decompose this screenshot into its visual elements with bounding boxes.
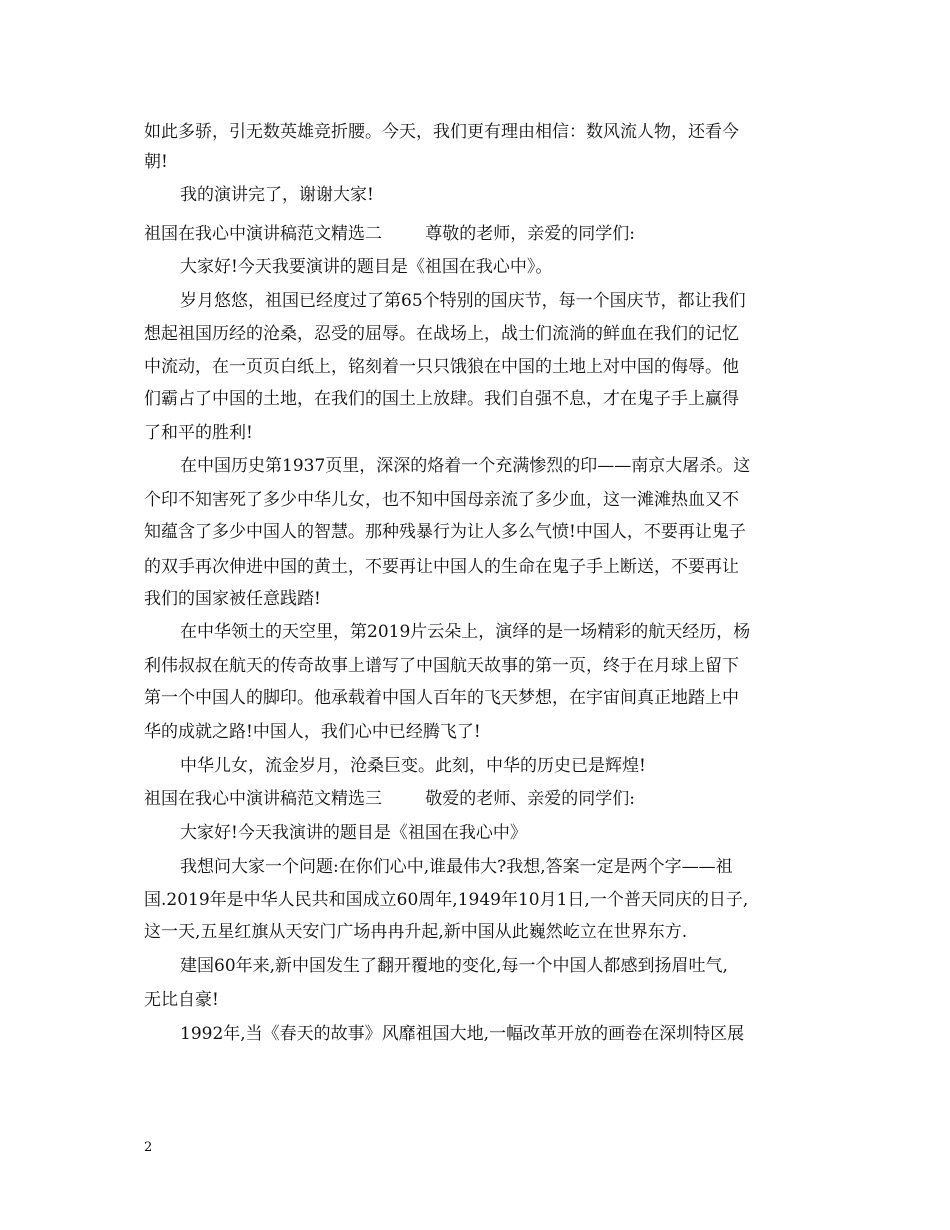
text-line: 在中华领土的天空里，第2019片云朵上，演绎的是一场精彩的航天经历，杨 [180, 622, 751, 642]
text-line: 在中国历史第1937页里，深深的烙着一个充满惨烈的印——南京大屠杀。这 [180, 456, 751, 476]
text-line: 如此多骄，引无数英雄竞折腰。今天，我们更有理由相信：数风流人物，还看今 [144, 122, 739, 142]
text-line: 祖国在我心中演讲稿范文精选二 尊敬的老师，亲爱的同学们: [144, 224, 635, 244]
page-number: 2 [144, 1140, 153, 1155]
text-line: 中流动，在一页页白纸上，铭刻着一只只饿狼在中国的土地上对中国的侮辱。他 [144, 357, 739, 377]
text-line: 我的演讲完了，谢谢大家! [180, 185, 374, 205]
text-line: 我想问大家一个问题:在你们心中,谁最伟大?我想,答案一定是两个字——祖 [180, 857, 733, 877]
text-line: 岁月悠悠，祖国已经度过了第65个特别的国庆节，每一个国庆节，都让我们 [180, 291, 746, 311]
text-line: 建国60年来,新中国发生了翻开覆地的变化,每一个中国人都感到扬眉吐气, [180, 956, 728, 976]
text-line: 知蕴含了多少中国人的智慧。那种残暴行为让人多么气愤!中国人，不要再让鬼子 [144, 522, 746, 542]
text-line: 大家好!今天我要演讲的题目是《祖国在我心中》。 [180, 257, 553, 277]
text-line: 这一天,五星红旗从天安门广场冉冉升起,新中国从此巍然屹立在世界东方. [144, 922, 688, 942]
text-line: 第一个中国人的脚印。他承载着中国人百年的飞天梦想，在宇宙间真正地踏上中 [144, 688, 739, 708]
text-line: 国.2019年是中华人民共和国成立60周年,1949年10月1日,一个普天同庆的日子, [144, 890, 749, 910]
text-line: 无比自豪! [144, 990, 219, 1010]
text-line: 们霸占了中国的土地，在我们的国土上放肆。我们自强不息，才在鬼子手上赢得 [144, 389, 739, 409]
text-line: 1992年,当《春天的故事》风靡祖国大地,一幅改革开放的画卷在深圳特区展 [180, 1024, 745, 1044]
text-line: 朝! [144, 152, 168, 172]
text-line: 了和平的胜利! [144, 423, 253, 443]
text-line: 个印不知害死了多少中华儿女，也不知中国母亲流了多少血，这一滩滩热血又不 [144, 490, 739, 510]
text-line: 我们的国家被任意践踏! [144, 589, 321, 609]
text-line: 大家好!今天我演讲的题目是《祖国在我心中》 [180, 823, 527, 843]
text-line: 华的成就之路!中国人，我们心中已经腾飞了! [144, 722, 481, 742]
text-line: 利伟叔叔在航天的传奇故事上谱写了中国航天故事的第一页，终于在月球上留下 [144, 656, 739, 676]
text-line: 祖国在我心中演讲稿范文精选三 敬爱的老师、亲爱的同学们: [144, 789, 635, 809]
text-line: 中华儿女，流金岁月，沧桑巨变。此刻，中华的历史已是辉煌! [180, 756, 646, 776]
text-line: 的双手再次伸进中国的黄土，不要再让中国人的生命在鬼子手上断送，不要再让 [144, 557, 739, 577]
text-line: 想起祖国历经的沧桑，忍受的屈辱。在战场上，战士们流淌的鲜血在我们的记忆 [144, 324, 739, 344]
